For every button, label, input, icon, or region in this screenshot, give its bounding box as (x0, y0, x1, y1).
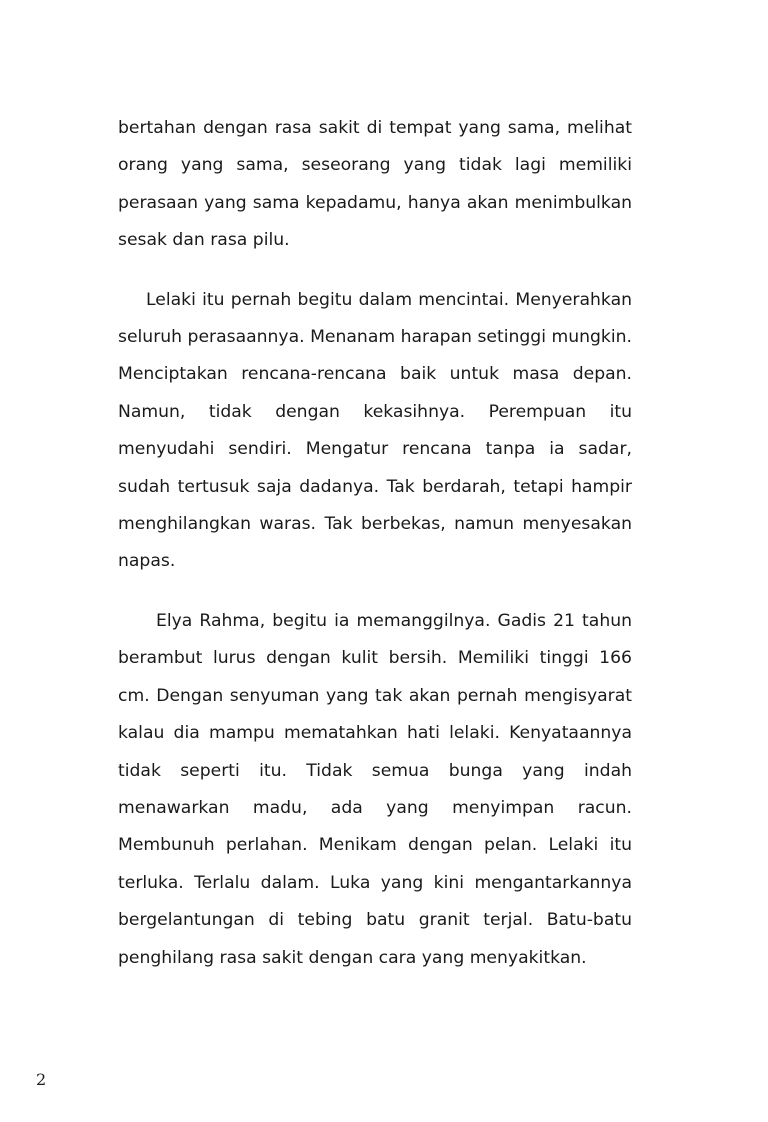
paragraph-3: Elya Rahma, begitu ia memanggilnya. Gadis 21 tahun berambut lurus dengan kulit bersih. Memiliki tinggi 166 cm. Dengan senyuman yang tak akan pernah mengisyarat kalau dia mampu mematahkan hati lelaki. Kenyataannya tidak seperti itu. Tidak semua bunga yang indah menawarkan madu, ada yang menyimpan racun. Membunuh perlahan. Menikam dengan pelan. Lelaki itu terluka. Terlalu dalam. Luka yang kini mengantarkannya bergelantungan di tebing batu granit terjal. Batu-batu penghilang rasa sakit dengan cara yang menyakitkan. (118, 610, 632, 968)
paragraph-2: Lelaki itu pernah begitu dalam mencintai. Menyerahkan seluruh perasaannya. Menanam harapan setinggi mungkin. Menciptakan rencana-rencana baik untuk masa depan. Namun, tidak dengan kekasihnya. Perempuan itu menyudahi sendiri. Mengatur rencana tanpa ia sadar, sudah tertusuk saja dadanya. Tak berdarah, tetapi hampir menghilangkan waras. Tak berbekas, namun menyesakan napas. (118, 289, 632, 572)
paragraph-1: bertahan dengan rasa sakit di tempat yang sama, melihat orang yang sama, seseorang yang tidak lagi memiliki perasaan yang sama kepadamu, hanya akan menimbulkan sesak dan rasa pilu. (118, 118, 632, 251)
body-text (118, 110, 632, 999)
page-number: 2 (36, 1070, 47, 1089)
